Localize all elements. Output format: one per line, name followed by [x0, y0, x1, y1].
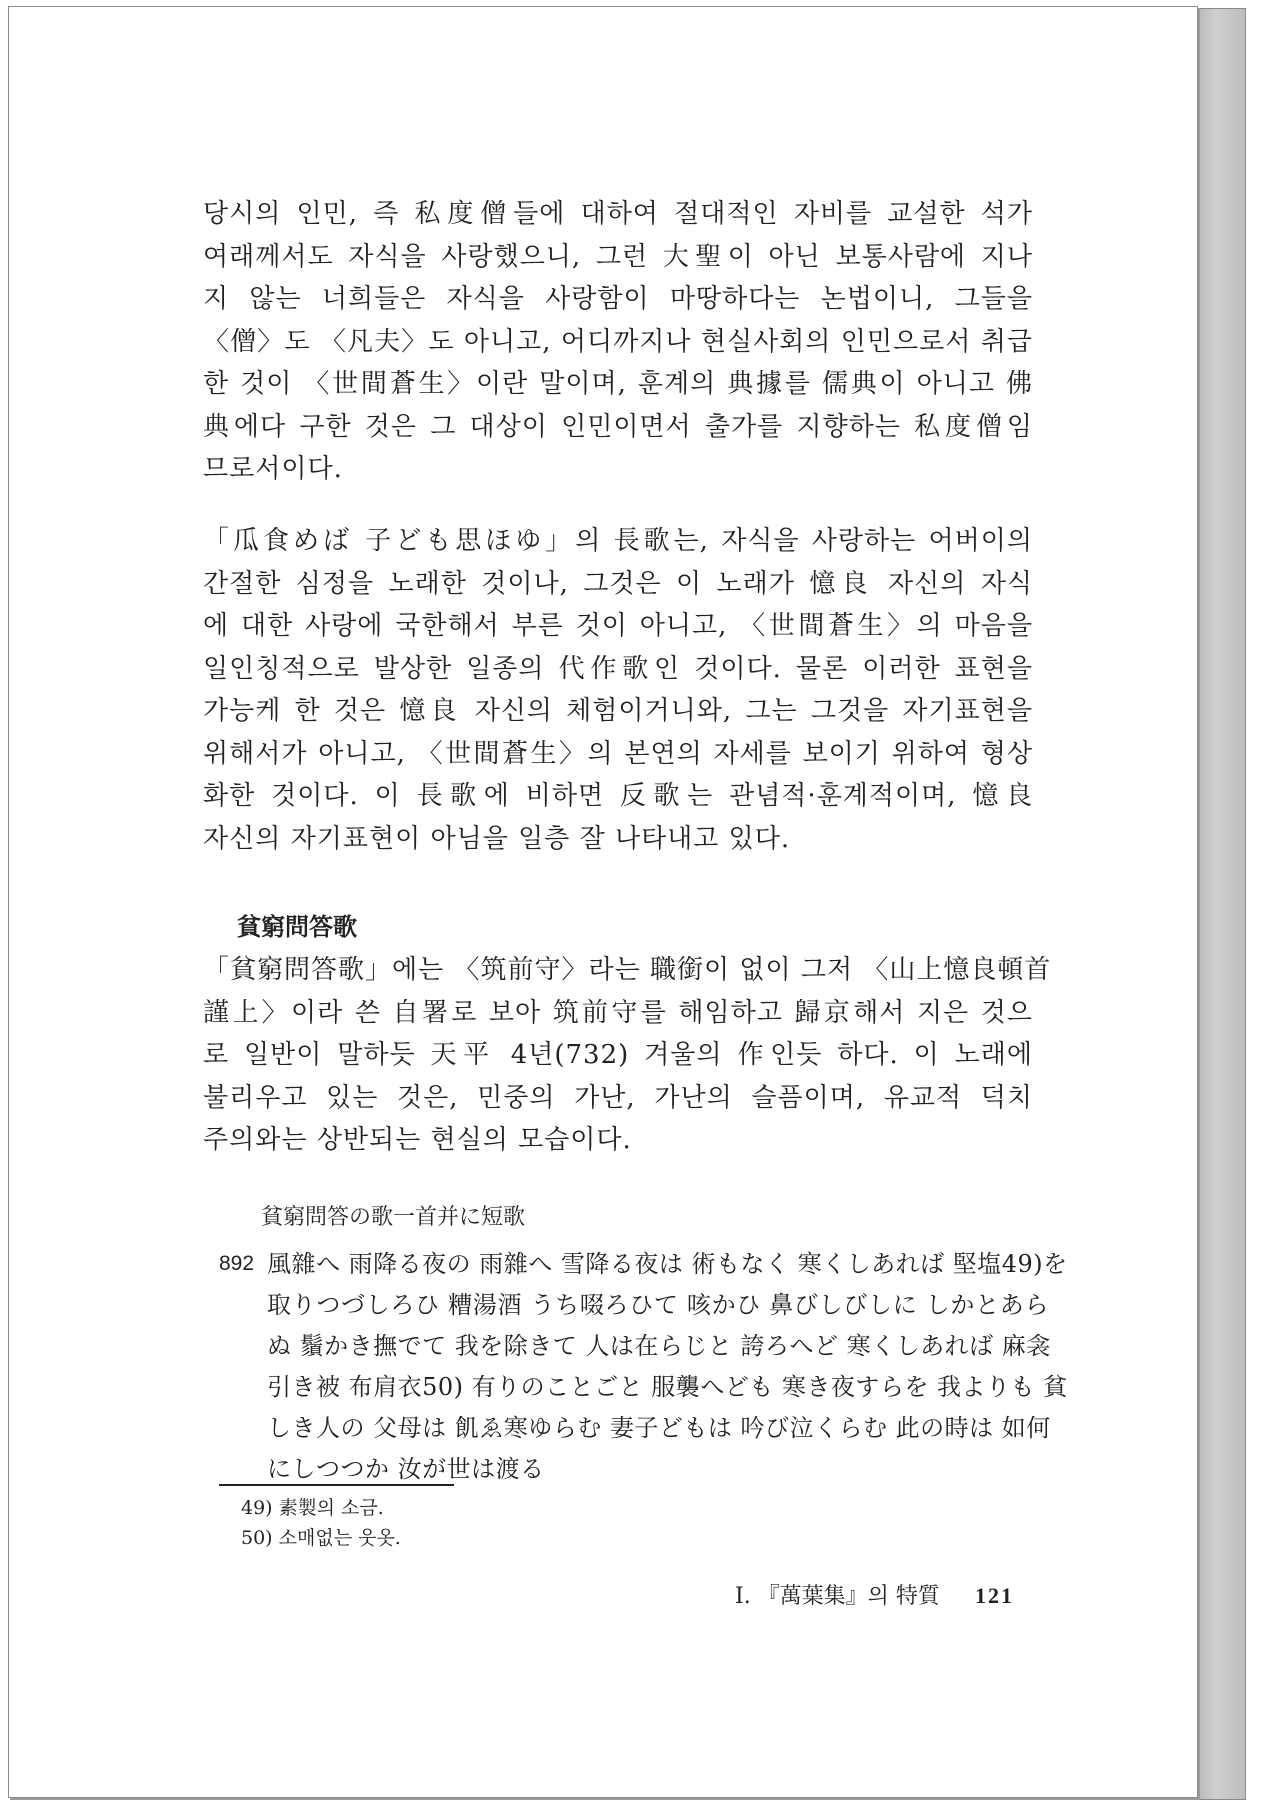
text-line: 불리우고 있는 것은, 민중의 가난, 가난의 슬픔이며, 유교적 덕치 — [203, 1082, 1033, 1113]
paragraph-2 — [203, 520, 1033, 860]
text-line: 여래께서도 자식을 사랑했으니, 그런 大聖이 아닌 보통사람에 지나 — [203, 241, 1033, 272]
book-page — [8, 6, 1198, 1798]
paragraph-1 — [203, 193, 1033, 491]
text-line: 「貧窮問答歌」에는 〈筑前守〉라는 職銜이 없이 그저 〈山上憶良頓首 — [203, 955, 1052, 985]
footnote: 49) 素製의 소금. — [241, 1497, 384, 1519]
page-footer — [735, 1581, 1014, 1612]
footnote-divider — [219, 1484, 454, 1486]
footnote: 50) 소매없는 웃옷. — [241, 1527, 401, 1549]
poem-number: 892 — [219, 1252, 255, 1275]
text-line: 로 일반이 말하듯 天平 4년(732) 겨울의 作인듯 하다. 이 노래에 — [203, 1040, 1033, 1070]
text-line: 가능케 한 것은 憶良 자신의 체험이거니와, 그는 그것을 자기표현을 — [203, 696, 1033, 726]
page-number: 121 — [974, 1583, 1014, 1608]
running-head: I. 『萬葉集』의 特質 — [735, 1584, 940, 1609]
footnote-list — [241, 1493, 401, 1553]
poem-title: 貧窮問答の歌一首并に短歌 — [261, 1205, 526, 1230]
paragraph-3 — [203, 949, 1052, 1162]
text-line: 謹上〉이라 쓴 自署로 보아 筑前守를 해임하고 歸京해서 지은 것으 — [203, 997, 1033, 1028]
poem-line: にしつつか 汝が世は渡る — [267, 1455, 545, 1483]
text-line: 주의와는 상반되는 현실의 모습이다. — [203, 1125, 632, 1155]
text-line: 지 않는 너희들은 자식을 사랑함이 마땅하다는 논법이니, 그들을 — [203, 284, 1033, 314]
poem-line: 取りつづしろひ 糟湯酒 うち啜ろひて 咳かひ 鼻びしびしに しかとあら — [267, 1291, 1049, 1319]
poem-line: 風雜へ 雨降る夜の 雨雜へ 雪降る夜は 術もなく 寒くしあれば 堅塩49)を — [267, 1250, 1068, 1278]
poem-lines — [267, 1244, 1068, 1490]
text-line: 〈僧〉도 〈凡夫〉도 아니고, 어디까지나 현실사회의 인민으로서 취급 — [203, 326, 1033, 357]
poem-line: しき人の 父母は 飢ゑ寒ゆらむ 妻子どもは 吟び泣くらむ 此の時は 如何 — [267, 1414, 1051, 1442]
text-line: 위해서가 아니고, 〈世間蒼生〉의 본연의 자세를 보이기 위하여 형상 — [203, 738, 1033, 769]
text-line: 에 대한 사랑에 국한해서 부른 것이 아니고, 〈世間蒼生〉의 마음을 — [203, 611, 1033, 641]
text-line: 므로서이다. — [203, 454, 343, 484]
section-heading: 貧窮問答歌 — [237, 912, 357, 941]
text-line: 간절한 심정을 노래한 것이나, 그것은 이 노래가 憶良 자신의 자식 — [203, 568, 1033, 599]
poem-line: 引き被 布肩衣50) 有りのことごと 服襲へども 寒き夜すらを 我よりも 貧 — [267, 1373, 1068, 1401]
text-line: 자신의 자기표현이 아님을 일층 잘 나타내고 있다. — [203, 823, 791, 854]
text-line: 당시의 인민, 즉 私度僧들에 대하여 절대적인 자비를 교설한 석가 — [203, 199, 1033, 229]
text-line: 「瓜食めば 子ども思ほゆ」의 長歌는, 자식을 사랑하는 어버이의 — [203, 526, 1033, 556]
text-line: 일인칭적으로 발상한 일종의 代作歌인 것이다. 물론 이러한 표현을 — [203, 653, 1033, 684]
text-line: 한 것이 〈世間蒼生〉이란 말이며, 훈계의 典據를 儒典이 아니고 佛 — [203, 369, 1033, 399]
text-line: 화한 것이다. 이 長歌에 비하면 反歌는 관념적·훈계적이며, 憶良 — [203, 781, 1033, 811]
poem-line: ぬ 鬚かき撫でて 我を除きて 人は在らじと 誇ろへど 寒くしあれば 麻衾 — [267, 1332, 1051, 1360]
book-spine-shadow — [1196, 8, 1246, 1800]
text-line: 典에다 구한 것은 그 대상이 인민이면서 출가를 지향하는 私度僧임 — [203, 411, 1033, 442]
